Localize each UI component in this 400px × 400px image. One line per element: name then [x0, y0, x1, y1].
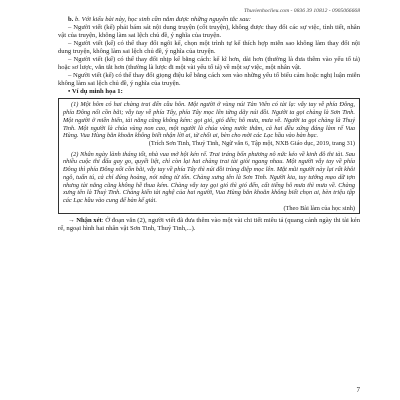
section-b — [58, 16, 360, 96]
rule-paragraph: – Người viết (kể) có thể thay đổi giọng điệu kể bằng cách xen vào những yếu tố biểu cảm hoặc nghị luận miễn không làm sai lệch chủ đề, ý nghĩa của truyện. — [58, 72, 360, 88]
note-block — [58, 217, 360, 233]
note-paragraph — [58, 217, 360, 233]
rule-paragraph: – Người viết (kể) phải bám sát nội dung truyện (cốt truyện), không được thay đổi các sự việc, tình tiết, nhân vật của truyện, không làm sai lệch chủ đề, ý nghĩa của truyện. — [58, 24, 360, 40]
section-b-intro-text: b. Với kiểu bài này, học sinh cần nắm được những nguyên tắc sau: — [74, 16, 251, 23]
rule-paragraph: – Người viết (kể) có thể thay đổi ngôi kể, chọn một trình tự kể thích hợp miễn sao không làm thay đổi nội dung truyện, không làm sai lệch chủ đề, ý nghĩa của truyện. — [58, 40, 360, 56]
example-source-2: (Theo Bài làm của học sinh) — [283, 204, 355, 212]
section-b-intro: b. b. Với kiểu bài này, học sinh cần nắm được những nguyên tắc sau: — [68, 16, 251, 23]
example-source-1: (Trích Sơn Tinh, Thuỷ Tinh, Ngữ văn 6, Tập một, NXB Giáo dục, 2019, trang 31) — [148, 139, 355, 147]
example-box — [58, 98, 360, 214]
page-header: Thuvienhoclieu.com - 0836 39 10812 - 0905066668 — [243, 8, 360, 14]
page-number: 7 — [356, 386, 360, 394]
note-text: : Ở đoạn văn (2), người viết đã đưa thêm vào một vài chi tiết miêu tả (quang cảnh ngày thi tài kén rể, ngoại hình hai nhân vật Sơn Tinh, Thuỷ Tinh,...). — [58, 217, 361, 233]
note-label: → Nhận xét — [68, 217, 102, 225]
rule-paragraph: – Người viết (kể) có thể thay đổi nhịp kể bằng cách: kể kĩ hơn, dài hơn (thường là đưa thêm vào yếu tố tả) hoặc sơ lược, vắn tắt hơn (thường là lược đi một vài yếu tố tả) về một sự việc, một nhân vật. — [58, 56, 360, 72]
example-paragraph-2: (2) Nhân ngày lành tháng tốt, nhà vua mở hội kén rể. Trai tráng bốn phương nô nức kéo về kinh đô thi tài. Sau nhiều cuộc thi đấu gay go, quyết liệt, chỉ còn lại hai chàng trai tài giỏi ngang nhau. Một người vẫy tay về phía Đông thì phía Đông nổi cồn bãi, vẫy tay về phía Tây thì núi đồi trùng điệp mọc lên. Mặt mũi người này lại rất khôi ngô, tuấn tú, cả chỉ đúng hoàng, nói năng từ tốn. Chàng xưng tên là Sơn Tinh. Người kia, tuy tướng mạo dữ tợn nhưng tài năng cũng không hề thua kém. Chàng vẫy tay gọi gió thì gió đến, cất tiếng hô mưa thì mưa về. Chàng xưng tên là Thuỷ Tinh. Chàng kiến tài nghệ của hai người, Vua Hùng băn khoăn không biết chọn ai, bèn triệu tập các Lạc hầu vào cung để bàn kế giải. — [63, 150, 355, 204]
example-paragraph-1: (1) Một hôm có hai chàng trai đến cầu hôn. Một người ở vùng núi Tản Viên có tài lạ: vẫy tay về phía Đông, phía Đông nổi cồn bãi; vẫy tay về phía Tây, phía Tây mọc lên từng dãy núi đồi. Người ta gọi chàng là Sơn Tinh. Một người ở miền biển, tài năng cũng không kém: gọi gió, gió đến; hô mưa, mưa về. Người ta gọi chàng là Thuỷ Tinh. Một người là chúa vùng non cao, một người là chúa vùng nước thẳm, cả hai đều xứng đáng làm rể Vua Hùng. Vua Hùng băn khoăn không biết nhận lời ai, từ chối ai, bèn cho mời các Lạc hầu vào bàn bạc. — [63, 101, 355, 140]
example-label: • Ví dụ minh họa 1: — [68, 88, 123, 96]
